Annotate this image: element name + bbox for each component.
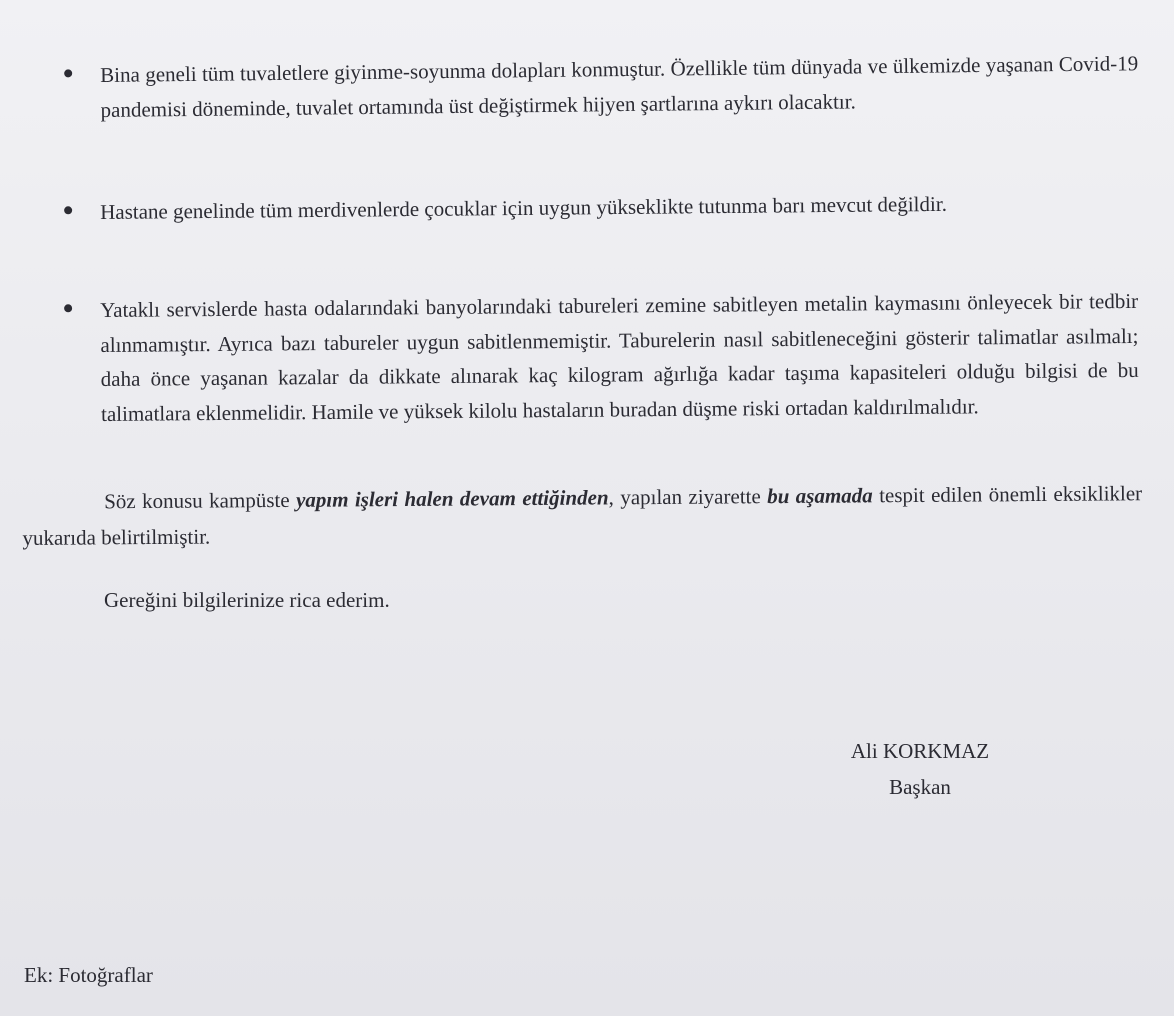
closing-text-1: Söz konusu kampüste	[104, 487, 297, 514]
request-line: Gereğini bilgilerinize rica ederim.	[104, 588, 390, 612]
bullet-dot	[64, 206, 72, 214]
bullet-item-handrails	[100, 185, 1138, 229]
bullet-text: Hastane genelinde tüm merdivenlerde çocuklar için uygun yükseklikte tutunma barı mevcut değildir.	[100, 191, 947, 224]
closing-text-2: , yapılan ziyarette	[608, 484, 768, 510]
closing-paragraph	[22, 475, 1143, 556]
bullet-item-lockers	[100, 46, 1139, 127]
closing-text-3: tespit edilen önemli eksiklikler yukarıda belirtilmiştir.	[22, 481, 1143, 550]
attachment-note: Ek: Fotoğraflar	[24, 963, 153, 987]
closing-emphasis-2: bu aşamada	[767, 483, 873, 509]
signer-name: Ali KORKMAZ	[850, 739, 990, 763]
bullet-text: Bina geneli tüm tuvaletlere giyinme-soyunma dolapları konmuştur. Özellikle tüm dünyada ve ülkemizde yaşanan Covid-19 pandemisi döneminde, tuvalet ortamında üst değiştirmek hijyen şartlarına aykırı olacaktır.	[100, 51, 1139, 122]
signature-block	[820, 733, 1020, 805]
bullet-dot	[64, 304, 72, 312]
bullet-text: Yataklı servislerde hasta odalarındaki banyolarındaki tabureleri zemine sabitleyen metalin kaymasını önleyecek bir tedbir alınmamıştır. Ayrıca bazı tabureler uygun sabitlenmemiştir. Taburelerin nasıl sabitleneceğini gösterir talimatlar asılmalı; daha önce yaşanan kazalar da dikkate alınarak kaç kilogram ağırlığa kadar taşıma kapasiteleri olduğu bilgisi de bu talimatlara eklenmelidir. Hamile ve yüksek kilolu hastaların buradan düşme riski ortadan kaldırılmalıdır.	[100, 288, 1139, 426]
bullet-dot	[64, 69, 72, 77]
signer-title: Başkan	[889, 775, 951, 799]
bullet-item-stools	[100, 284, 1139, 431]
closing-emphasis-1: yapım işleri halen devam ettiğinden	[295, 485, 609, 512]
